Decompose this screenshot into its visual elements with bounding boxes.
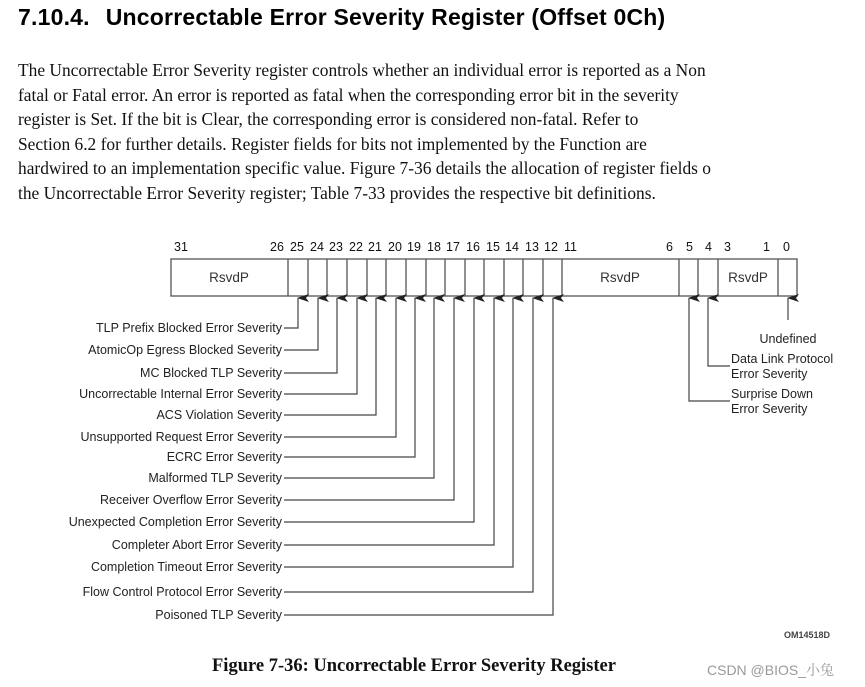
field-label-bit-17: Receiver Overflow Error Severity — [100, 493, 282, 507]
bit-number: 23 — [329, 240, 343, 254]
bit-number: 26 — [270, 240, 284, 254]
bit-number: 15 — [486, 240, 500, 254]
field-label-bit-24: AtomicOp Egress Blocked Severity — [88, 343, 282, 357]
arrow-icon — [284, 298, 494, 545]
paragraph-line: register is Set. If the bit is Clear, the corresponding error is considered non-fatal. Refer to — [18, 109, 639, 130]
field-label-bit-14: Completion Timeout Error Severity — [90, 560, 282, 574]
field-label-bit-25: TLP Prefix Blocked Error Severity — [96, 321, 282, 335]
paragraph-line: the Uncorrectable Error Severity register; Table 7-33 provides the respective bit definitions. — [18, 182, 656, 203]
bit-number: 14 — [505, 240, 519, 254]
field-label-bit-20: Unsupported Request Error Severity — [80, 430, 282, 444]
arrow-icon — [284, 298, 396, 437]
bit-number: 0 — [783, 240, 790, 254]
arrow-icon — [284, 298, 298, 328]
arrow-icon — [284, 298, 337, 373]
bit-number: 11 — [564, 240, 577, 254]
arrow-icon — [284, 298, 318, 350]
left-field-labels — [69, 321, 283, 622]
field-label-bit-13: Flow Control Protocol Error Severity — [82, 585, 282, 599]
paragraph-line: Section 6.2 for further details. Register fields for bits not implemented by the Function are — [18, 133, 647, 154]
reserved-field-3-1: RsvdP — [728, 270, 768, 285]
arrow-icon — [284, 298, 533, 592]
field-label-bit-19: ECRC Error Severity — [166, 450, 282, 464]
bit-number: 17 — [446, 240, 460, 254]
field-label-bit-5-line2: Error Severity — [731, 402, 808, 416]
watermark: CSDN @BIOS_小兔 — [707, 662, 835, 678]
field-label-bit-12: Poisoned TLP Severity — [155, 608, 282, 622]
bit-number-labels — [174, 240, 790, 254]
section-title: Uncorrectable Error Severity Register (Offset 0Ch) — [105, 4, 666, 30]
bit-number: 4 — [705, 240, 712, 254]
field-label-bit-16: Unexpected Completion Error Severity — [68, 515, 282, 529]
reserved-field-11-6: RsvdP — [600, 270, 640, 285]
arrow-icon — [284, 298, 454, 500]
figure-caption: Figure 7-36: Uncorrectable Error Severity Register — [212, 656, 616, 676]
field-label-bit-23: MC Blocked TLP Severity — [140, 366, 282, 380]
bit-number: 16 — [466, 240, 480, 254]
bit-number: 24 — [310, 240, 324, 254]
bit-number: 3 — [724, 240, 731, 254]
field-label-bit-4-line1: Data Link Protocol — [731, 352, 834, 366]
register-box — [171, 259, 797, 296]
left-field-leaders — [284, 298, 553, 615]
bit-number: 22 — [349, 240, 363, 254]
arrow-icon — [689, 298, 730, 401]
field-label-bit-22: Uncorrectable Internal Error Severity — [79, 387, 282, 401]
bit-number: 20 — [388, 240, 402, 254]
paragraph-line: fatal or Fatal error. An error is reported as fatal when the corresponding error bit in the severity — [18, 84, 679, 105]
paragraph-line: hardwired to an implementation specific value. Figure 7-36 details the allocation of register fields o — [18, 158, 711, 179]
arrow-icon — [284, 298, 357, 394]
bit-number: 12 — [544, 240, 558, 254]
bit-number: 1 — [763, 240, 770, 254]
bit-number: 19 — [407, 240, 421, 254]
bit-number: 25 — [290, 240, 304, 254]
field-label-bit-21: ACS Violation Severity — [156, 408, 282, 422]
arrow-icon — [708, 298, 730, 366]
field-label-bit-15: Completer Abort Error Severity — [111, 538, 282, 552]
arrow-icon — [284, 298, 474, 522]
bit-number: 31 — [174, 240, 188, 254]
section-number: 7.10.4. — [18, 4, 90, 30]
field-label-bit-4-line2: Error Severity — [731, 367, 808, 381]
arrow-icon — [284, 298, 434, 478]
right-field-leaders — [689, 298, 788, 401]
reserved-field-31-26: RsvdP — [209, 270, 249, 285]
arrow-icon — [284, 298, 415, 457]
field-label-bit-18: Malformed TLP Severity — [148, 471, 282, 485]
bit-number: 6 — [666, 240, 673, 254]
paragraph-line: The Uncorrectable Error Severity register controls whether an individual error is reported as a Non — [18, 60, 706, 80]
bit-number: 18 — [427, 240, 441, 254]
figure-id: OM14518D — [784, 630, 831, 640]
bit-number: 13 — [525, 240, 539, 254]
field-label-bit-0: Undefined — [759, 332, 817, 346]
bit-number: 21 — [368, 240, 382, 254]
bit-number: 5 — [686, 240, 693, 254]
field-label-bit-5-line1: Surprise Down — [731, 387, 813, 401]
